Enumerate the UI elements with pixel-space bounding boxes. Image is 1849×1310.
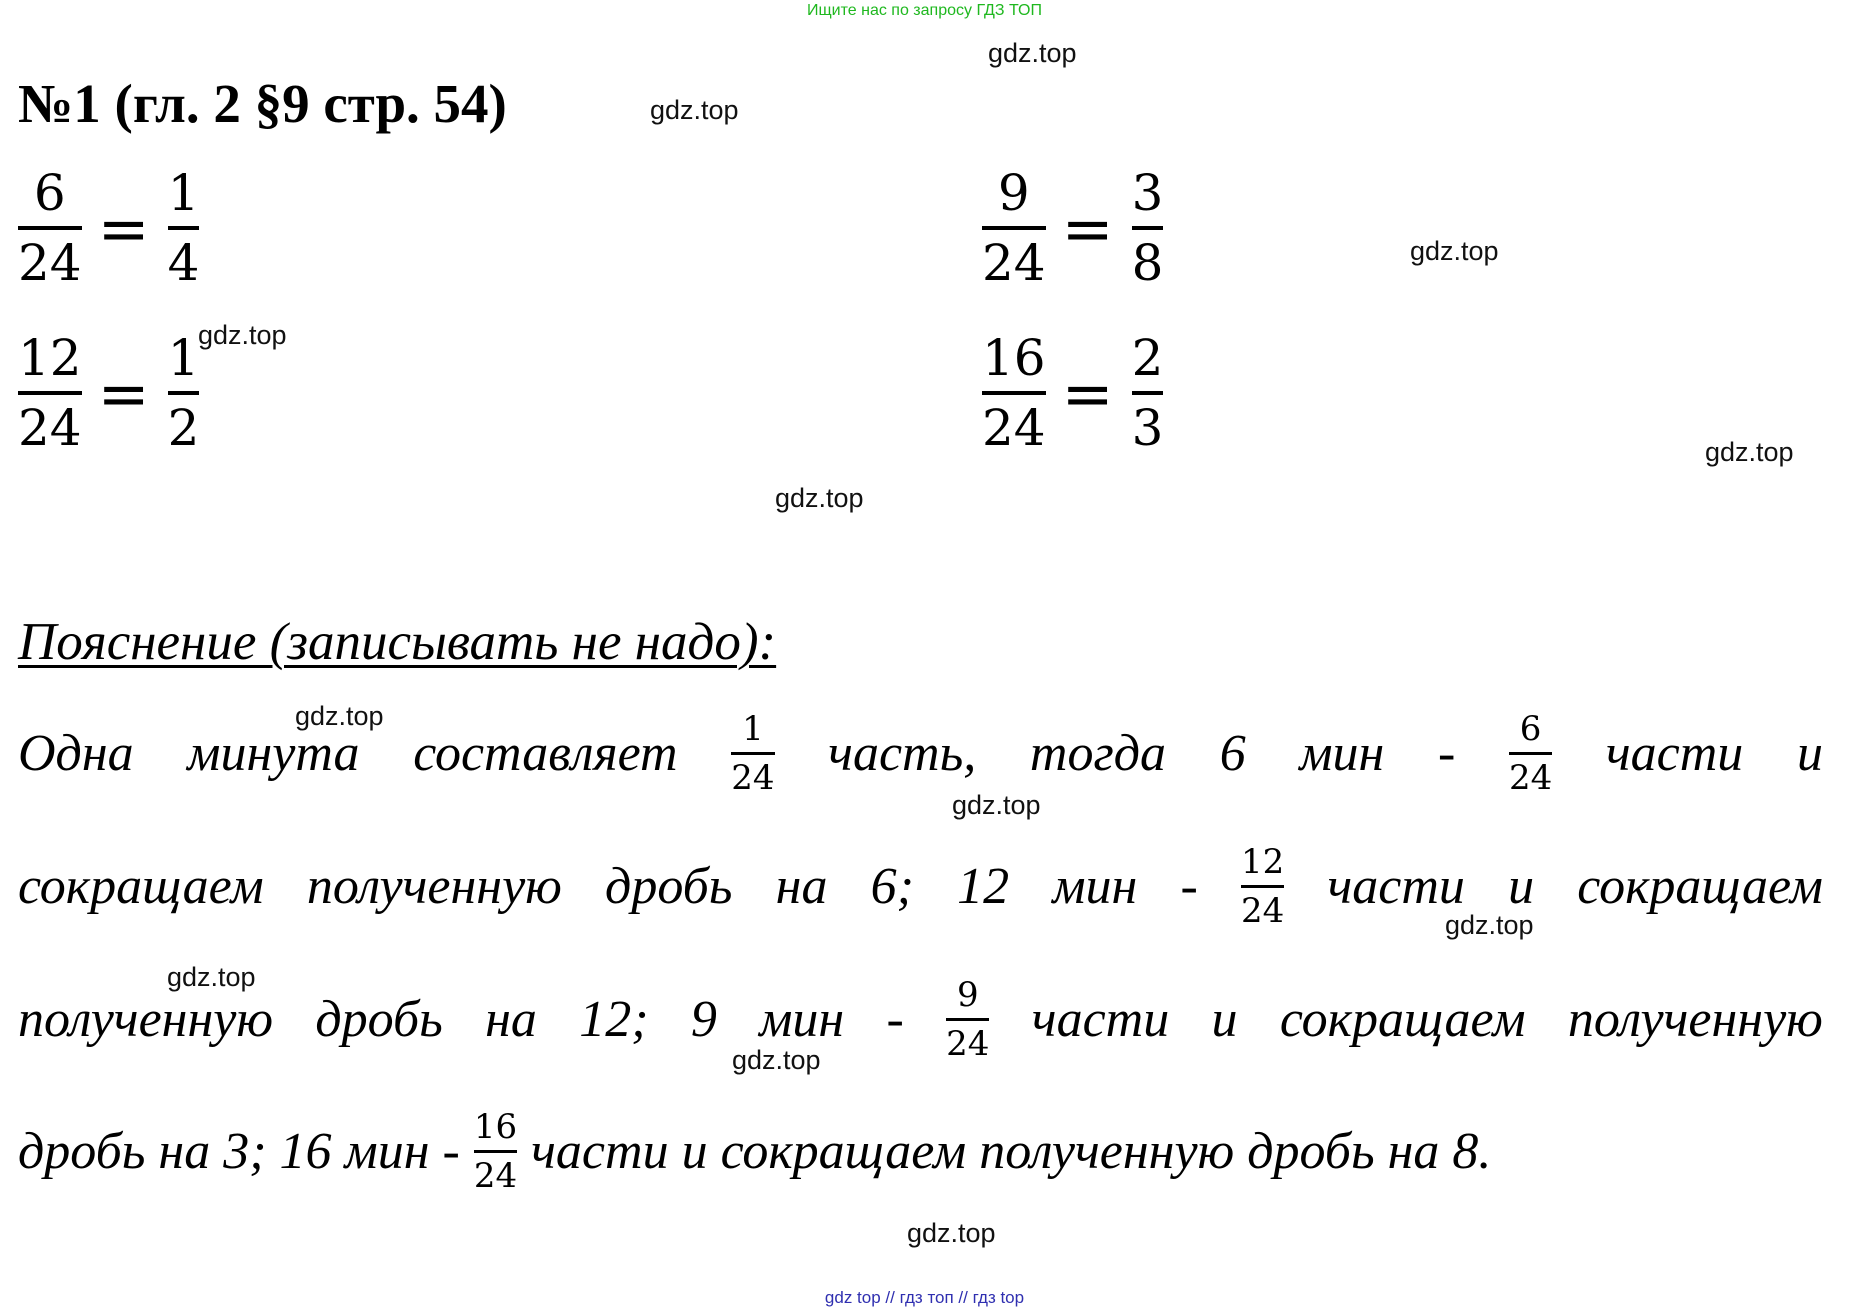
watermark: gdz.top bbox=[167, 962, 256, 992]
watermark: gdz.top bbox=[952, 790, 1041, 820]
denominator: 24 bbox=[1241, 891, 1285, 931]
fraction bbox=[731, 709, 775, 798]
fraction bbox=[1241, 842, 1285, 931]
fraction bbox=[1131, 329, 1164, 457]
denominator: 3 bbox=[1131, 399, 1164, 457]
word: минута bbox=[187, 725, 360, 782]
text: дробь на 3; 16 мин - bbox=[18, 1123, 460, 1180]
watermark: gdz.top bbox=[198, 320, 287, 350]
word: часть, bbox=[828, 725, 977, 782]
word: - bbox=[1437, 725, 1456, 782]
fraction bbox=[982, 164, 1046, 292]
numerator: 1 bbox=[167, 329, 200, 387]
numerator: 1 bbox=[742, 709, 764, 749]
numerator: 16 bbox=[473, 1107, 518, 1147]
word: на bbox=[485, 991, 537, 1048]
equals-sign: = bbox=[1061, 191, 1114, 265]
word: части bbox=[1327, 858, 1465, 915]
page-title: №1 (гл. 2 §9 стр. 54) bbox=[18, 73, 507, 134]
equals-sign: = bbox=[97, 356, 150, 430]
word: 6 bbox=[1219, 725, 1246, 782]
fraction bbox=[18, 329, 82, 457]
word: 6; bbox=[870, 858, 914, 915]
watermark: gdz.top bbox=[907, 1218, 996, 1248]
watermark: gdz.top bbox=[1705, 437, 1794, 467]
explanation-line bbox=[18, 1107, 1823, 1196]
word: сокращаем bbox=[18, 858, 264, 915]
word: - bbox=[886, 991, 904, 1048]
watermark: gdz.top bbox=[775, 483, 864, 513]
fraction bbox=[167, 164, 200, 292]
denominator: 24 bbox=[731, 758, 775, 798]
fraction bbox=[946, 975, 990, 1064]
equation bbox=[18, 164, 200, 292]
fraction bbox=[1131, 164, 1164, 292]
denominator: 24 bbox=[946, 1024, 990, 1064]
denominator: 24 bbox=[473, 1156, 518, 1196]
text: части и сокращаем полученную дробь на 8. bbox=[531, 1123, 1492, 1180]
word: мин bbox=[1052, 858, 1138, 915]
word: части bbox=[1031, 991, 1170, 1048]
denominator: 2 bbox=[167, 399, 200, 457]
fraction bbox=[982, 329, 1046, 457]
numerator: 16 bbox=[982, 329, 1046, 387]
equation bbox=[982, 164, 1164, 292]
numerator: 3 bbox=[1131, 164, 1164, 222]
word: Одна bbox=[18, 725, 134, 782]
word: полученную bbox=[18, 991, 273, 1048]
word: составляет bbox=[413, 725, 678, 782]
watermark: gdz.top bbox=[1445, 910, 1534, 940]
word: полученную bbox=[1567, 991, 1823, 1048]
fraction bbox=[167, 329, 200, 457]
word: 12; bbox=[579, 991, 649, 1048]
word: мин bbox=[759, 991, 845, 1048]
word: на bbox=[775, 858, 828, 915]
equation bbox=[982, 329, 1164, 457]
watermark: gdz.top bbox=[650, 95, 739, 125]
word: тогда bbox=[1029, 725, 1167, 782]
watermark: gdz.top bbox=[988, 38, 1077, 68]
word: мин bbox=[1299, 725, 1385, 782]
denominator: 24 bbox=[18, 234, 82, 292]
fraction bbox=[18, 164, 82, 292]
equals-sign: = bbox=[1061, 356, 1114, 430]
word: 9 bbox=[690, 991, 717, 1048]
denominator: 4 bbox=[167, 234, 200, 292]
fraction bbox=[1508, 709, 1553, 798]
word: и bbox=[1796, 725, 1823, 782]
word: части bbox=[1605, 725, 1744, 782]
word: сокращаем bbox=[1279, 991, 1526, 1048]
word: сокращаем bbox=[1577, 858, 1823, 915]
explanation-heading: Пояснение (записывать не надо): bbox=[18, 613, 777, 671]
numerator: 9 bbox=[997, 164, 1030, 222]
word: и bbox=[1508, 858, 1535, 915]
denominator: 24 bbox=[18, 399, 82, 457]
numerator: 9 bbox=[956, 975, 979, 1015]
denominator: 24 bbox=[982, 399, 1046, 457]
fraction bbox=[473, 1107, 518, 1196]
watermark: gdz.top bbox=[1410, 236, 1499, 266]
denominator: 8 bbox=[1131, 234, 1164, 292]
word: дробь bbox=[605, 858, 733, 915]
watermark: gdz.top bbox=[295, 701, 384, 731]
promo-text: Ищите нас по запросу ГДЗ ТОП bbox=[807, 2, 1042, 19]
numerator: 12 bbox=[1241, 842, 1285, 882]
word: - bbox=[1180, 858, 1198, 915]
equation bbox=[18, 329, 200, 457]
numerator: 6 bbox=[33, 164, 66, 222]
numerator: 1 bbox=[167, 164, 200, 222]
denominator: 24 bbox=[982, 234, 1046, 292]
word: и bbox=[1211, 991, 1238, 1048]
numerator: 12 bbox=[18, 329, 82, 387]
numerator: 2 bbox=[1131, 329, 1164, 387]
word: 12 bbox=[957, 858, 1010, 915]
explanation-line bbox=[18, 842, 1823, 931]
numerator: 6 bbox=[1519, 709, 1542, 749]
explanation-line bbox=[18, 709, 1823, 798]
equals-sign: = bbox=[97, 191, 150, 265]
denominator: 24 bbox=[1508, 758, 1553, 798]
word: полученную bbox=[306, 858, 562, 915]
word: дробь bbox=[315, 991, 443, 1048]
watermark: gdz.top bbox=[732, 1045, 821, 1075]
footer-links: gdz top // гдз топ // гдз top bbox=[824, 1288, 1025, 1307]
